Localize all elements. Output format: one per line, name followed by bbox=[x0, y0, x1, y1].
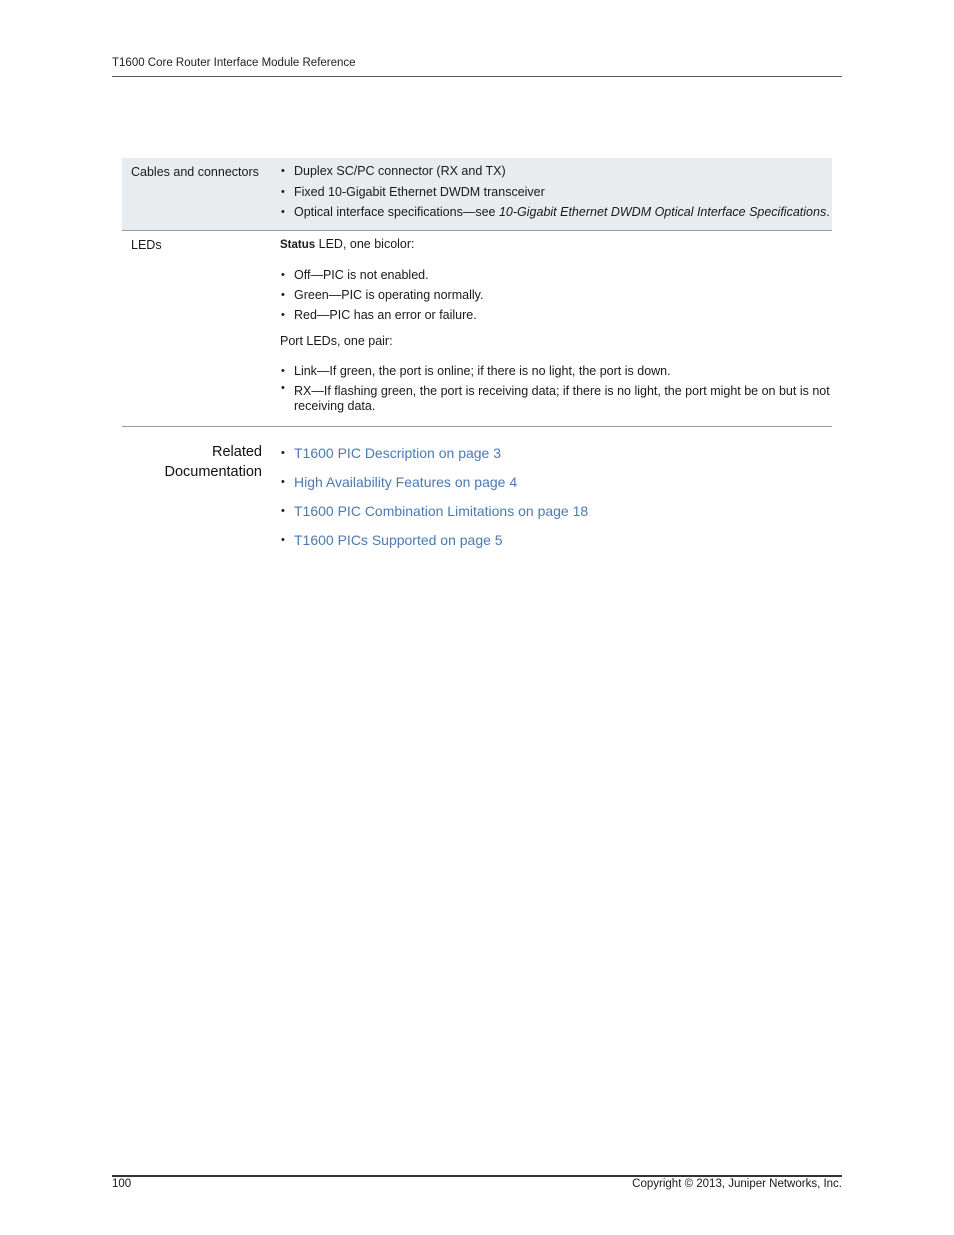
link-t1600-pic-description[interactable]: T1600 PIC Description on page 3 bbox=[294, 445, 502, 461]
link-high-availability-features[interactable]: High Availability Features on page 4 bbox=[294, 474, 518, 490]
port-item-rx: • RX—If flashing green, the port is receiving data; if there is no light, the port might be on but is not receiving data. bbox=[280, 381, 832, 414]
status-led-text: LED, one bicolor: bbox=[315, 236, 415, 251]
related-documentation-heading bbox=[122, 442, 262, 558]
related-documentation bbox=[122, 442, 832, 558]
table-row-leds bbox=[122, 231, 832, 427]
status-word: Status bbox=[280, 238, 316, 251]
footer-rule bbox=[112, 1175, 842, 1177]
link-pics-supported[interactable]: T1600 PICs Supported on page 5 bbox=[294, 532, 503, 548]
status-item-red: • Red—PIC has an error or failure. bbox=[280, 305, 832, 325]
page-number: 100 bbox=[112, 1178, 132, 1190]
header-rule bbox=[112, 76, 842, 77]
port-led-intro: Port LEDs, one pair: bbox=[280, 333, 393, 348]
specifications-table bbox=[122, 158, 832, 427]
cables-value bbox=[280, 158, 832, 230]
leds-label: LEDs bbox=[131, 237, 162, 252]
cables-item-transceiver: • Fixed 10-Gigabit Ethernet DWDM transceiver bbox=[280, 182, 832, 203]
status-item-green: • Green—PIC is operating normally. bbox=[280, 285, 832, 305]
status-led-list bbox=[280, 265, 832, 325]
leds-value bbox=[280, 231, 832, 426]
cables-item-duplex: • Duplex SC/PC connector (RX and TX) bbox=[280, 161, 832, 182]
copyright-notice: Copyright © 2013, Juniper Networks, Inc. bbox=[632, 1178, 842, 1190]
related-links-list bbox=[280, 442, 588, 558]
related-link-item bbox=[280, 500, 588, 529]
optical-spec-reference: 10-Gigabit Ethernet DWDM Optical Interface Specifications bbox=[498, 205, 827, 219]
cables-item-optical bbox=[280, 202, 832, 223]
link-pic-combination-limitations[interactable]: T1600 PIC Combination Limitations on page 18 bbox=[294, 503, 589, 519]
optical-prefix: Optical interface specifications—see bbox=[294, 205, 499, 219]
optical-suffix: . bbox=[826, 205, 830, 219]
cables-list bbox=[280, 161, 832, 223]
port-led-list bbox=[280, 361, 832, 414]
related-link-item bbox=[280, 529, 588, 558]
port-item-link: • Link—If green, the port is online; if there is no light, the port is down. bbox=[280, 361, 832, 381]
table-row-cables bbox=[122, 158, 832, 231]
running-header-title: T1600 Core Router Interface Module Reference bbox=[112, 57, 356, 69]
status-led-intro bbox=[280, 234, 832, 255]
status-item-off: • Off—PIC is not enabled. bbox=[280, 265, 832, 285]
related-link-item bbox=[280, 442, 588, 471]
cables-label: Cables and connectors bbox=[131, 165, 259, 179]
related-link-item bbox=[280, 471, 588, 500]
related-heading-line2: Documentation bbox=[164, 464, 262, 480]
related-heading-line1: Related bbox=[212, 444, 262, 460]
